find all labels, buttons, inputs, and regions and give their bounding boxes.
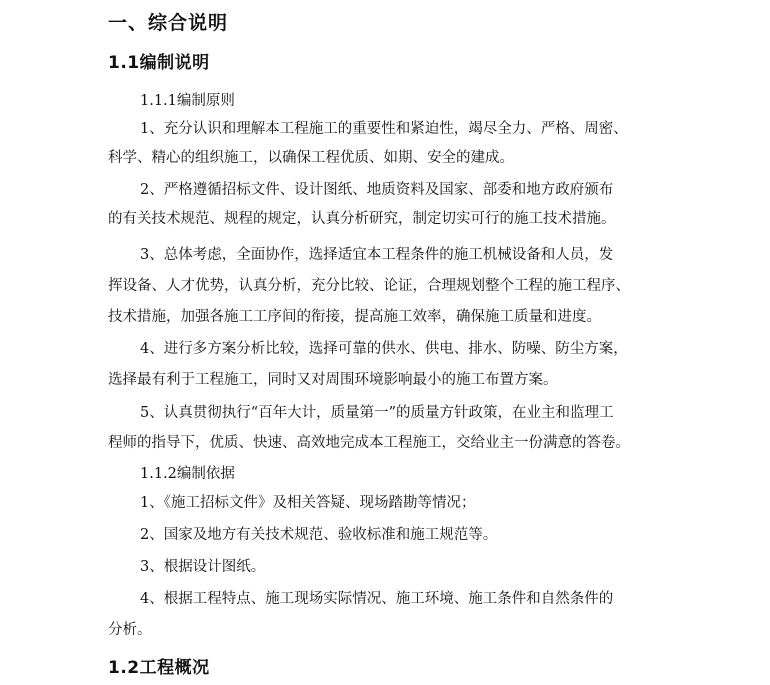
paragraph-line: 2、国家及地方有关技术规范、验收标准和施工规范等。: [140, 527, 498, 543]
subheading-1-1-1: 1.1.1编制原则: [140, 93, 235, 109]
paragraph-line: 3、根据设计图纸。: [140, 559, 266, 575]
paragraph-line: 挥设备、人才优势，认真分析，充分比较、论证，合理规划整个工程的施工程序、: [108, 278, 630, 294]
heading-1-1: 1.1编制说明: [108, 53, 210, 73]
subheading-1-1-2: 1.1.2编制依据: [140, 466, 235, 482]
paragraph-line: 分析。: [108, 622, 152, 638]
paragraph-line: 3、总体考虑，全面协作，选择适宜本工程条件的施工机械设备和人员，发: [140, 247, 614, 263]
paragraph-line: 的有关技术规范、规程的规定，认真分析研究，制定切实可行的施工技术措施。: [108, 211, 616, 227]
paragraph-line: 程师的指导下，优质、快速、高效地完成本工程施工，交给业主一份满意的答卷。: [108, 435, 630, 451]
paragraph-line: 技术措施，加强各施工工序间的衔接，提高施工效率，确保施工质量和进度。: [108, 309, 601, 325]
paragraph-line: 4、根据工程特点、施工现场实际情况、施工环境、施工条件和自然条件的: [140, 591, 614, 607]
paragraph-line: 4、进行多方案分析比较，选择可靠的供水、供电、排水、防噪、防尘方案，: [140, 341, 628, 357]
paragraph-line: 科学、精心的组织施工，以确保工程优质、如期、安全的建成。: [108, 150, 514, 166]
paragraph-line: 5、认真贯彻执行“百年大计，质量第一”的质量方针政策，在业主和监理工: [140, 405, 614, 421]
paragraph-line: 1、《施工招标文件》及相关答疑、现场踏勘等情况；: [140, 495, 476, 511]
heading-comprehensive-description: 一、综合说明: [108, 12, 229, 34]
paragraph-line: 1、充分认识和理解本工程施工的重要性和紧迫性，竭尽全力、严格、周密、: [140, 121, 628, 137]
paragraph-line: 选择最有利于工程施工，同时又对周围环境影响最小的施工布置方案。: [108, 372, 558, 388]
paragraph-line: 2、严格遵循招标文件、设计图纸、地质资料及国家、部委和地方政府颁布: [140, 182, 614, 198]
heading-1-2: 1.2工程概况: [108, 658, 210, 678]
